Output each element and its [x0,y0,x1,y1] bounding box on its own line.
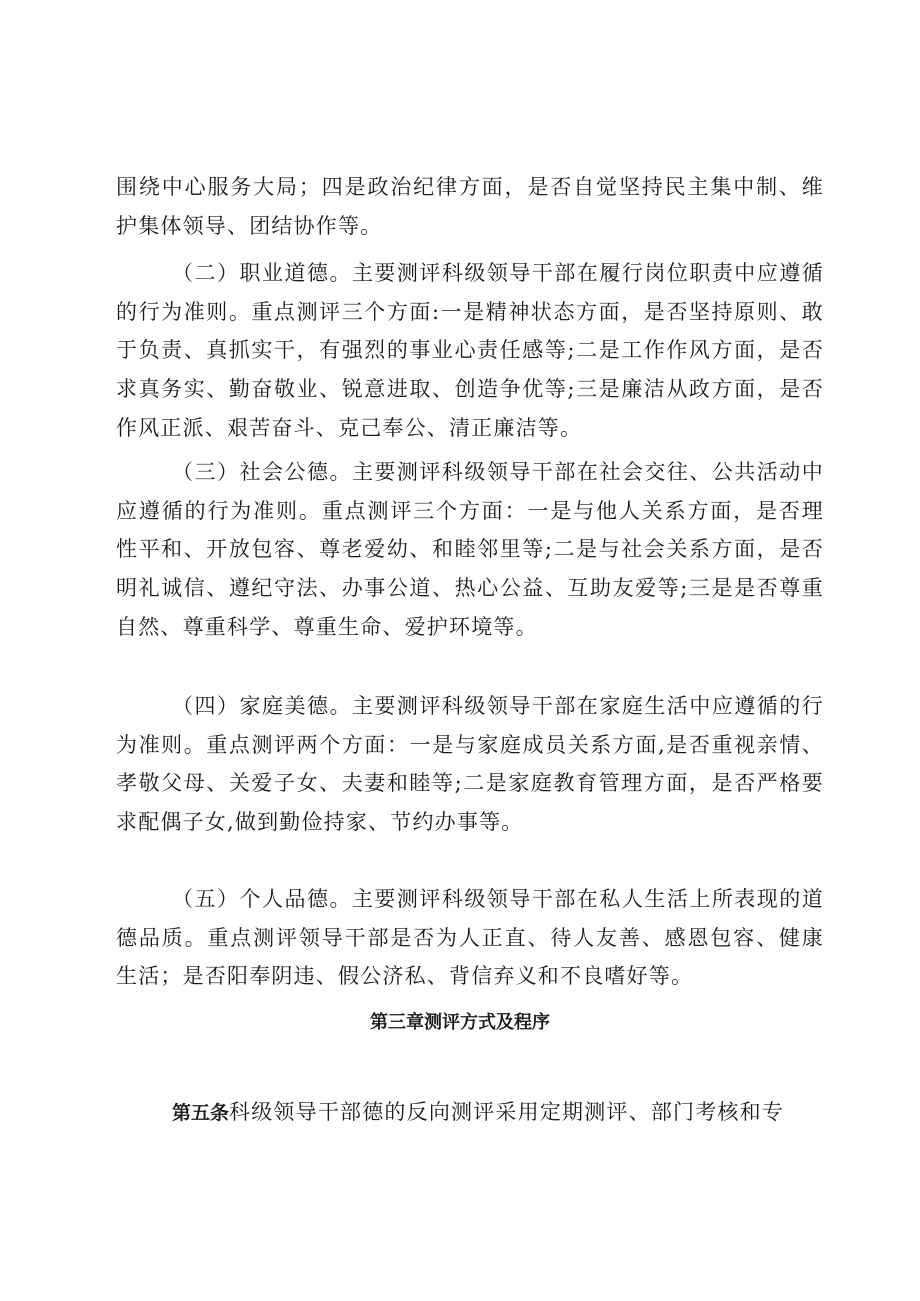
article-number: 第五条 [172,1102,230,1124]
article-paragraph [172,1093,824,1133]
chapter-heading: 第三章测评方式及程序 [370,1012,550,1033]
paragraph-family-virtues: （四）家庭美德。主要测评科级领导干部在家庭生活中应遵循的行为准则。重点测评两个方面：一是与家庭成员关系方面,是否重视亲情、孝敬父母、关爱子女、夫妻和睦等;二是家庭教育管理方面，是否严格要求配偶子女,做到勤俭持家、节约办事等。 [116,694,824,835]
paragraph-professional-ethics: （二）职业道德。主要测评科级领导干部在履行岗位职责中应遵循的行为准则。重点测评三个方面:一是精神状态方面，是否坚持原则、敢于负责、真抓实干，有强烈的事业心责任感等;二是工作作风方面，是否求真务实、勤奋敬业、锐意进取、创造争优等;三是廉洁从政方面，是否作风正派、艰苦奋斗、克己奉公、清正廉洁等。 [116,261,824,440]
article-text: 科级领导干部德的反向测评采用定期测评、部门考核和专 [229,1100,785,1124]
paragraph-social-ethics: （三）社会公德。主要测评科级领导干部在社会交往、公共活动中应遵循的行为准则。重点测评三个方面：一是与他人关系方面，是否理性平和、开放包容、尊老爱幼、和睦邻里等;二是与社会关系方面，是否明礼诚信、遵纪守法、办事公道、热心公益、互助友爱等;三是是否尊重自然、尊重科学、尊重生命、爱护环境等。 [116,460,824,639]
paragraph-personal-character: （五）个人品德。主要测评科级领导干部在私人生活上所表现的道德品质。重点测评领导干部是否为人正直、待人友善、感恩包容、健康生活；是否阳奉阴违、假公济私、背信弃义和不良嗜好等。 [116,887,824,989]
paragraph-political-discipline: 围绕中心服务大局；四是政治纪律方面，是否自觉坚持民主集中制、维护集体领导、团结协作等。 [116,175,824,238]
